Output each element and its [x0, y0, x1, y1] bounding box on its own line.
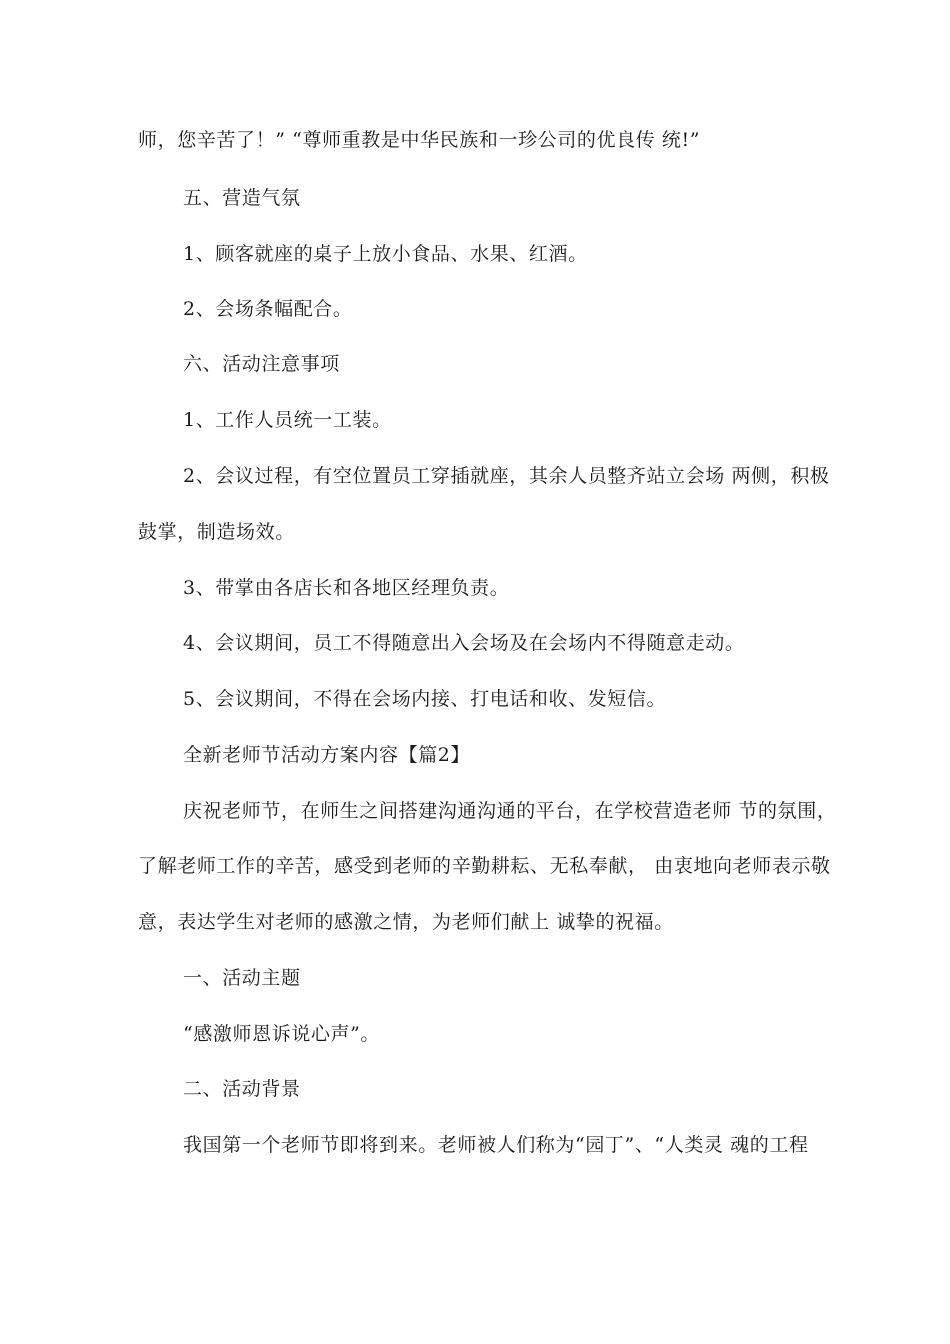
- paragraph-continuation-line: 师，您辛苦了！” “尊师重教是中华民族和一珍公司的优良传 统!”: [138, 129, 701, 151]
- section-heading-theme: 一、活动主题: [183, 967, 301, 989]
- section-heading-notes: 六、活动注意事项: [183, 353, 340, 375]
- paragraph-line: 了解老师工作的辛苦，感受到老师的辛勤耕耘、无私奉献， 由衷地向老师表示敬: [138, 855, 831, 877]
- list-item: 1、工作人员统一工装。: [183, 409, 392, 431]
- list-item: 4、会议期间，员工不得随意出入会场及在会场内不得随意走动。: [183, 632, 745, 654]
- theme-text: “感激师恩诉说心声”。: [183, 1023, 381, 1045]
- list-item: 5、会议期间，不得在会场内接、打电话和收、发短信。: [183, 688, 667, 710]
- list-item: 2、会场条幅配合。: [183, 298, 353, 320]
- list-item: 1、顾客就座的桌子上放小食品、水果、红酒。: [183, 243, 588, 265]
- section-heading-atmosphere: 五、营造气氛: [183, 187, 301, 209]
- list-item: 3、带掌由各店长和各地区经理负责。: [183, 577, 510, 599]
- section-heading-background: 二、活动背景: [183, 1078, 301, 1100]
- paragraph-line: 意，表达学生对老师的感激之情，为老师们献上 诚挚的祝福。: [138, 911, 674, 933]
- paragraph-line: 我国第一个老师节即将到来。老师被人们称为“园丁”、“人类灵 魂的工程: [183, 1134, 809, 1156]
- paragraph-line: 庆祝老师节，在师生之间搭建沟通沟通的平台，在学校营造老师 节的氛围，: [183, 800, 837, 822]
- list-item: 2、会议过程，有空位置员工穿插就座，其余人员整齐站立会场 两侧，积极: [183, 465, 830, 487]
- list-item-continuation: 鼓掌，制造场效。: [138, 521, 295, 543]
- article-section-title: 全新老师节活动方案内容【篇2】: [183, 744, 471, 766]
